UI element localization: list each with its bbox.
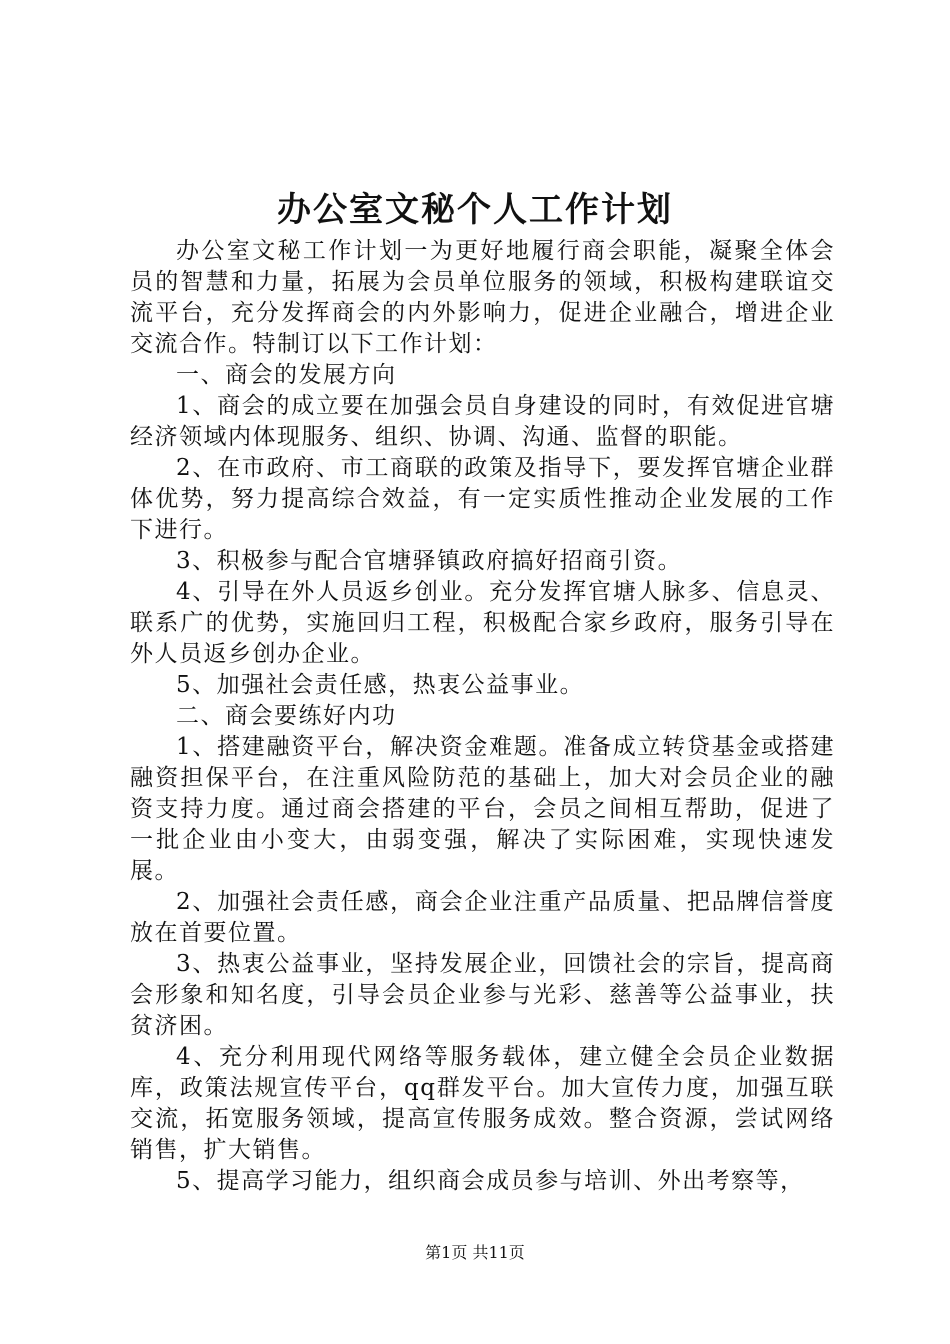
list-item: 4、引导在外人员返乡创业。充分发挥官塘人脉多、信息灵、联系广的优势，实施回归工程，积极配合家乡政府，服务引导在外人员返乡创办企业。 [130, 579, 835, 667]
list-item: 5、加强社会责任感，热衷公益事业。 [176, 672, 585, 698]
document-title: 办公室文秘个人工作计划 [277, 190, 673, 230]
page-number-footer: 第1页 共11页 [425, 1243, 525, 1262]
intro-paragraph: 办公室文秘工作计划一为更好地履行商会职能，凝聚全体会员的智慧和力量，拓展为会员单位服务的领域，积极构建联谊交流平台，充分发挥商会的内外影响力，促进企业融合，增进企业交流合作。特制订以下工作计划： [130, 238, 835, 357]
document-body [130, 236, 835, 1197]
list-item: 1、商会的成立要在加强会员自身建设的同时，有效促进官塘经济领域内体现服务、组织、协调、沟通、监督的职能。 [130, 393, 835, 450]
section-heading-internal: 二、商会要练好内功 [176, 703, 397, 729]
list-item: 3、积极参与配合官塘驿镇政府搞好招商引资。 [176, 548, 683, 574]
list-item: 1、搭建融资平台，解决资金难题。准备成立转贷基金或搭建融资担保平台，在注重风险防范的基础上，加大对会员企业的融资支持力度。通过商会搭建的平台，会员之间相互帮助，促进了一批企业由小变大，由弱变强，解决了实际困难，实现快速发展。 [130, 734, 835, 884]
list-item: 5、提高学习能力，组织商会成员参与培训、外出考察等， [176, 1168, 805, 1194]
list-item: 3、热衷公益事业，坚持发展企业，回馈社会的宗旨，提高商会形象和知名度，引导会员企业参与光彩、慈善等公益事业，扶贫济困。 [130, 951, 835, 1039]
list-item: 4、充分利用现代网络等服务载体，建立健全会员企业数据库，政策法规宣传平台，qq群发平台。加大宣传力度，加强互联交流，拓宽服务领域，提高宣传服务成效。整合资源，尝试网络销售，扩大销售。 [130, 1044, 835, 1163]
section-heading-development: 一、商会的发展方向 [176, 362, 397, 388]
list-item: 2、加强社会责任感，商会企业注重产品质量、把品牌信誉度放在首要位置。 [130, 889, 835, 946]
list-item: 2、在市政府、市工商联的政策及指导下，要发挥官塘企业群体优势，努力提高综合效益，有一定实质性推动企业发展的工作下进行。 [130, 455, 835, 543]
